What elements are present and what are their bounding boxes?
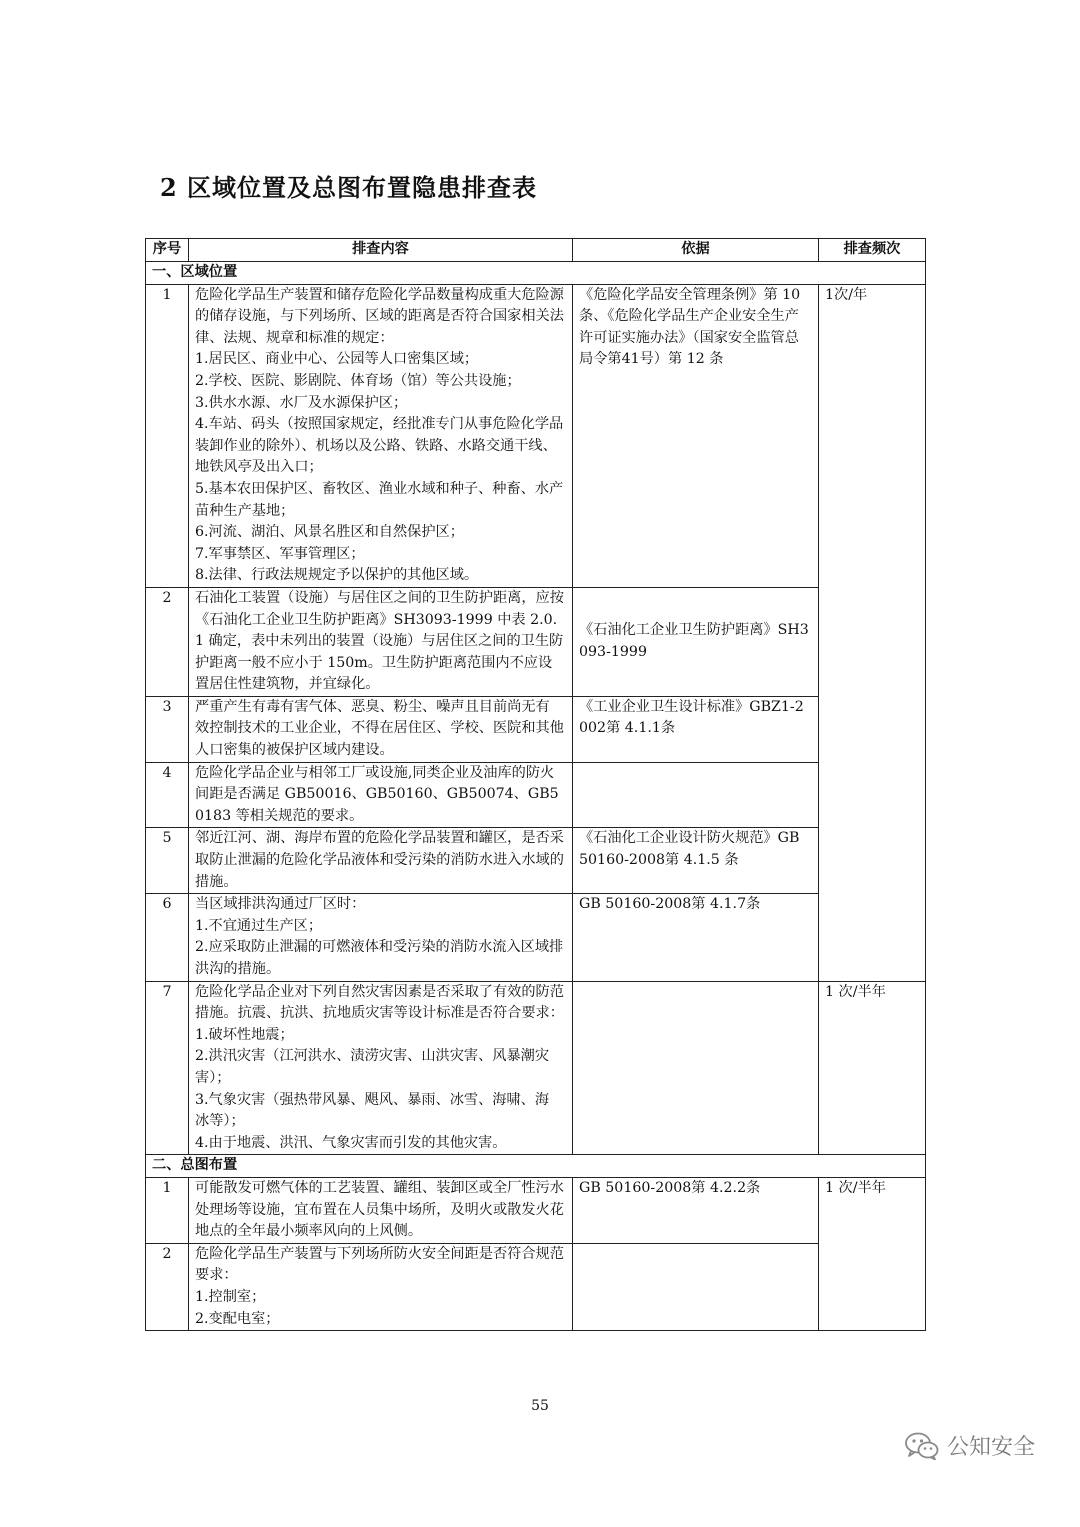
table-header-row: [146, 239, 926, 262]
row-freq: 1 次/半年: [819, 1177, 926, 1330]
row-basis: GB 50160-2008第 4.2.2条: [573, 1177, 819, 1243]
table-row: [146, 762, 926, 828]
section-row: [146, 1155, 926, 1178]
table-row: [146, 981, 926, 1155]
row-content: 严重产生有毒有害气体、恶臭、粉尘、噪声且目前尚无有 效控制技术的工业企业，不得在居住区、学校、医院和其他人口密集的被保护区域内建设。: [189, 696, 573, 762]
header-content: 排查内容: [189, 239, 573, 262]
row-seq: 1: [146, 284, 189, 587]
row-seq: 5: [146, 828, 189, 894]
section-label: 一、区域位置: [146, 262, 926, 285]
row-basis: [573, 1243, 819, 1330]
row-seq: 6: [146, 894, 189, 981]
row-content: 危险化学品企业对下列自然灾害因素是否采取了有效的防范措施。抗震、抗洪、抗地质灾害等设计标准是否符合要求： 1.破坏性地震； 2.洪汛灾害（江河洪水、渍涝灾害、山洪灾害、风暴潮灾害）； 3.气象灾害（强热带风暴、飓风、暴雨、冰雪、海啸、海 冰等）； 4.由于地震、洪汛、气象灾害而引发的其他灾害。: [189, 981, 573, 1155]
row-seq: 2: [146, 1243, 189, 1330]
row-seq: 2: [146, 587, 189, 696]
row-seq: 7: [146, 981, 189, 1155]
table-row: [146, 696, 926, 762]
row-freq: 1次/年: [819, 284, 926, 981]
row-basis: [573, 981, 819, 1155]
row-content: 危险化学品企业与相邻工厂或设施,同类企业及油库的防火间距是否满足 GB50016、GB50160、GB50074、GB50183 等相关规范的要求。: [189, 762, 573, 828]
row-content: 可能散发可燃气体的工艺装置、罐组、装卸区或全厂性污水处理场等设施，宜布置在人员集中场所，及明火或散发火花地点的全年最小频率风向的上风侧。: [189, 1177, 573, 1243]
row-basis: 《工业企业卫生设计标准》GBZ1-2002第 4.1.1条: [573, 696, 819, 762]
header-freq: 排查频次: [819, 239, 926, 262]
table-row: [146, 894, 926, 981]
row-content: 当区域排洪沟通过厂区时： 1.不宜通过生产区； 2.应采取防止泄漏的可燃液体和受污染的消防水流入区域排洪沟的措施。: [189, 894, 573, 981]
page-title: 2 区域位置及总图布置隐患排查表: [160, 173, 538, 202]
row-seq: 4: [146, 762, 189, 828]
section-label: 二、总图布置: [146, 1155, 926, 1178]
header-basis: 依据: [573, 239, 819, 262]
section-row: [146, 262, 926, 285]
header-seq: 序号: [146, 239, 189, 262]
row-basis: 《石油化工企业卫生防护距离》SH3093-1999: [573, 587, 819, 696]
table-row: [146, 587, 926, 696]
row-freq: 1 次/半年: [819, 981, 926, 1155]
watermark-text: 公知安全: [947, 1435, 1036, 1460]
table-row: [146, 1177, 926, 1243]
row-content: 危险化学品生产装置与下列场所防火安全间距是否符合规范要求： 1.控制室； 2.变配电室；: [189, 1243, 573, 1330]
row-content: 石油化工装置（设施）与居住区之间的卫生防护距离，应按《石油化工企业卫生防护距离》SH3093-1999 中表 2.0.1 确定，表中未列出的装置（设施）与居住区之间的卫生防护距离一般不应小于 150m。卫生防护距离范围内不应设置居住性建筑物，并宜绿化。: [189, 587, 573, 696]
row-basis: GB 50160-2008第 4.1.7条: [573, 894, 819, 981]
table-row: [146, 828, 926, 894]
table-row: [146, 284, 926, 587]
table-row: [146, 1243, 926, 1330]
row-content: 危险化学品生产装置和储存危险化学品数量构成重大危险源的储存设施，与下列场所、区域的距离是否符合国家相关法律、法规、规章和标准的规定： 1.居民区、商业中心、公园等人口密集区域； 2.学校、医院、影剧院、体育场（馆）等公共设施； 3.供水水源、水厂及水源保护区； 4.车站、码头（按照国家规定，经批准专门从事危险化学品装卸作业的除外）、机场以及公路、铁路、水路交通干线、地铁风亭及出入口； 5.基本农田保护区、畜牧区、渔业水域和种子、种畜、水产苗种生产基地； 6.河流、湖泊、风景名胜区和自然保护区； 7.军事禁区、军事管理区； 8.法律、行政法规规定予以保护的其他区域。: [189, 284, 573, 587]
row-content: 邻近江河、湖、海岸布置的危险化学品装置和罐区，是否采取防止泄漏的危险化学品液体和受污染的消防水进入水域的措施。: [189, 828, 573, 894]
row-seq: 3: [146, 696, 189, 762]
watermark: [905, 1430, 1035, 1461]
wechat-icon: [905, 1432, 939, 1460]
inspection-table: [145, 238, 926, 1331]
row-seq: 1: [146, 1177, 189, 1243]
row-basis: 《石油化工企业设计防火规范》GB 50160-2008第 4.1.5 条: [573, 828, 819, 894]
page-number: 55: [531, 1398, 549, 1414]
row-basis: 《危险化学品安全管理条例》第 10 条、《危险化学品生产企业安全生产许可证实施办法》（国家安全监管总局令第41号）第 12 条: [573, 284, 819, 587]
row-basis: [573, 762, 819, 828]
